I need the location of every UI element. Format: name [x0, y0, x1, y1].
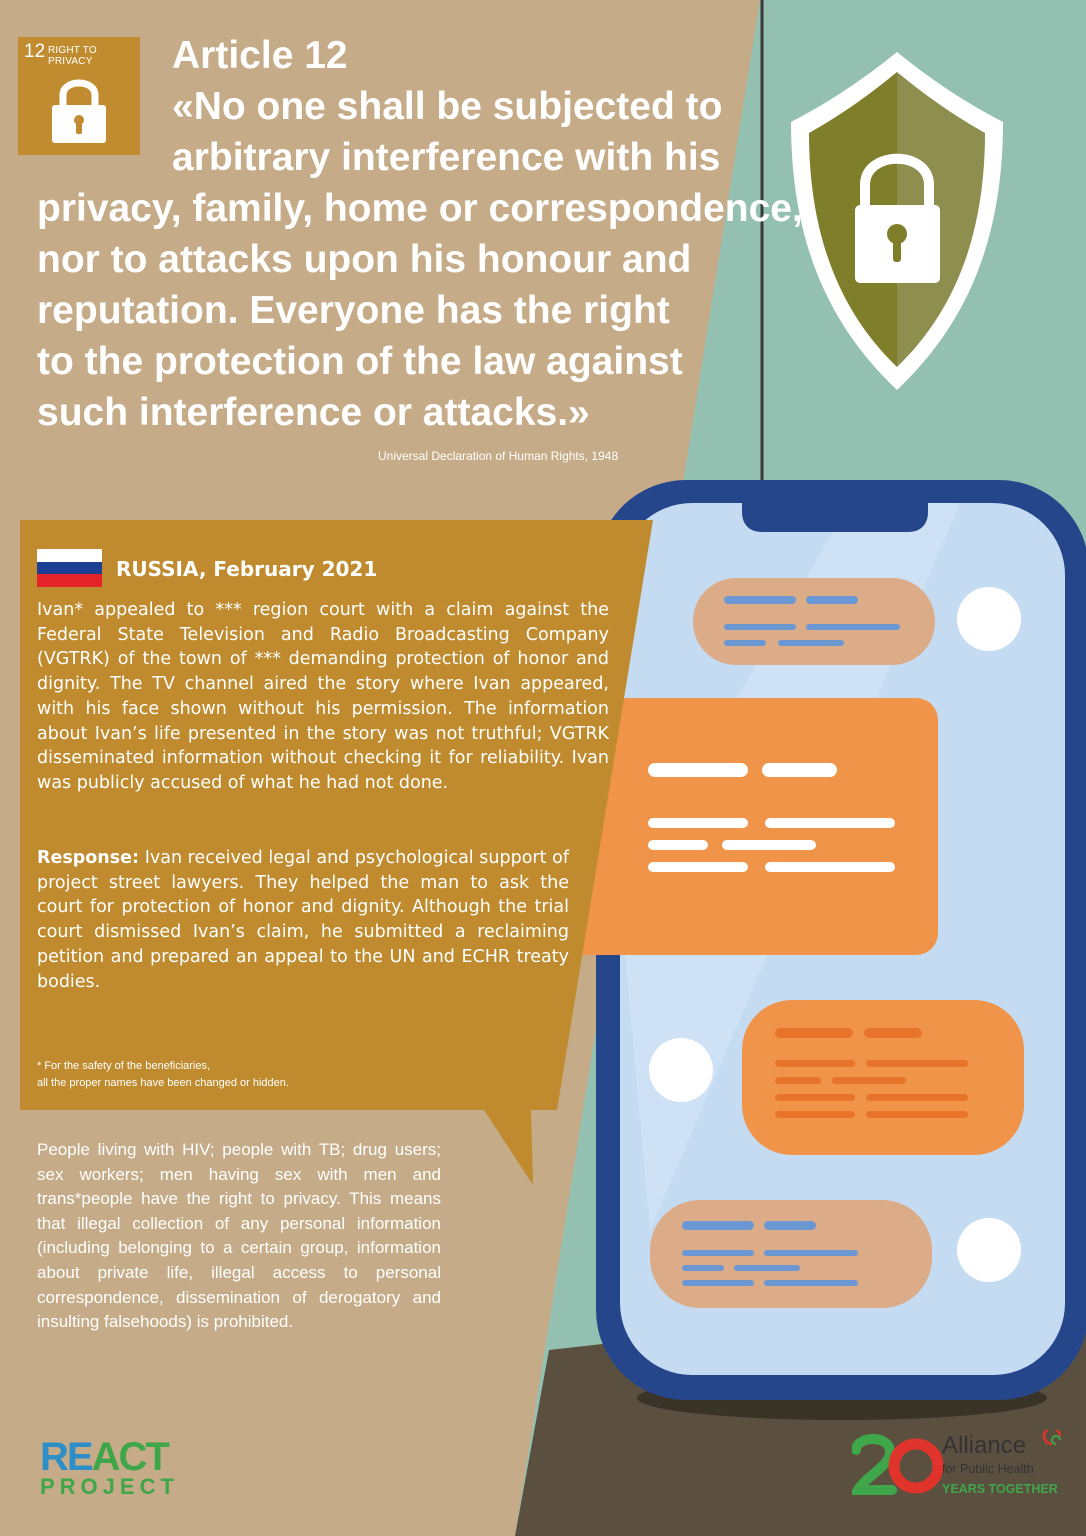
heading-line: «No one shall be subjected to: [172, 85, 723, 128]
avatar-circle: [957, 587, 1021, 651]
heading-line: privacy, family, home or correspondence,: [37, 187, 803, 230]
case-text: Ivan* appealed to *** region court with a claim against the Federal State Television and Radio Broadcasting Company (VGTRK) of the town of *** demanding protection of honor and dignity. The TV channel aired the story where Ivan appeared, with his face shown without his permission. The information about Ivan’s life presented in the story was not truthful; VGTRK disseminated information without checking it for reliability. Ivan was publicly accused of what he had not done.: [37, 600, 609, 793]
alliance-tagline: YEARS TOGETHER: [942, 1482, 1058, 1496]
heading-line: such interference or attacks.»: [37, 391, 590, 434]
chat-bubble-1: [693, 578, 935, 665]
heading-article: Article 12: [172, 34, 348, 77]
badge-number: 12: [24, 41, 46, 62]
rights-explanation: People living with HIV; people with TB; drug users; sex workers; men having sex with men and trans*people have the right to privacy. This means that illegal collection of any personal information (including belonging to a certain group, information about private life, illegal access to personal correspondence, dissemination of derogatory and insulting falsehoods) is prohibited.: [37, 1140, 441, 1332]
phone-notch: [742, 500, 928, 532]
chat-bubble-4: [650, 1200, 932, 1308]
alliance-name: Alliance: [942, 1432, 1027, 1459]
sdg-badge: [18, 37, 140, 155]
footnote-line: all the proper names have been changed or hidden.: [37, 1077, 289, 1089]
heading-line: reputation. Everyone has the right: [37, 289, 670, 332]
avatar-circle: [957, 1218, 1021, 1282]
logo-act: ACT: [91, 1435, 168, 1479]
lock-icon: [49, 75, 109, 145]
logo-project: PROJECT: [40, 1474, 179, 1499]
heading-line: arbitrary interference with his: [172, 136, 721, 179]
case-title: RUSSIA, February 2021: [116, 557, 378, 581]
response-text: Ivan received legal and psychological support of project street lawyers. They helped the man to ask the court for protection of honor and dignity. Although the trial court dismissed Ivan’s claim, he submitted a reclaiming petition and prepared an appeal to the UN and ECHR treaty bodies.: [37, 848, 569, 992]
russia-flag-icon: [37, 549, 102, 587]
logo-re: RE: [40, 1435, 92, 1479]
heading-line: to the protection of the law against: [37, 340, 683, 383]
response-label: Response:: [37, 848, 140, 868]
chat-bubble-3: [742, 1000, 1024, 1155]
alliance-subtitle: for Public Health: [942, 1462, 1034, 1476]
heading-line: nor to attacks upon his honour and: [37, 238, 692, 281]
footnote-line: * For the safety of the beneficiaries,: [37, 1060, 211, 1072]
badge-title: RIGHT TO PRIVACY: [48, 45, 97, 67]
avatar-circle: [649, 1038, 713, 1102]
case-response: [37, 846, 569, 994]
react-project-logo: [40, 1435, 179, 1499]
source-citation: Universal Declaration of Human Rights, 1948: [378, 449, 619, 463]
